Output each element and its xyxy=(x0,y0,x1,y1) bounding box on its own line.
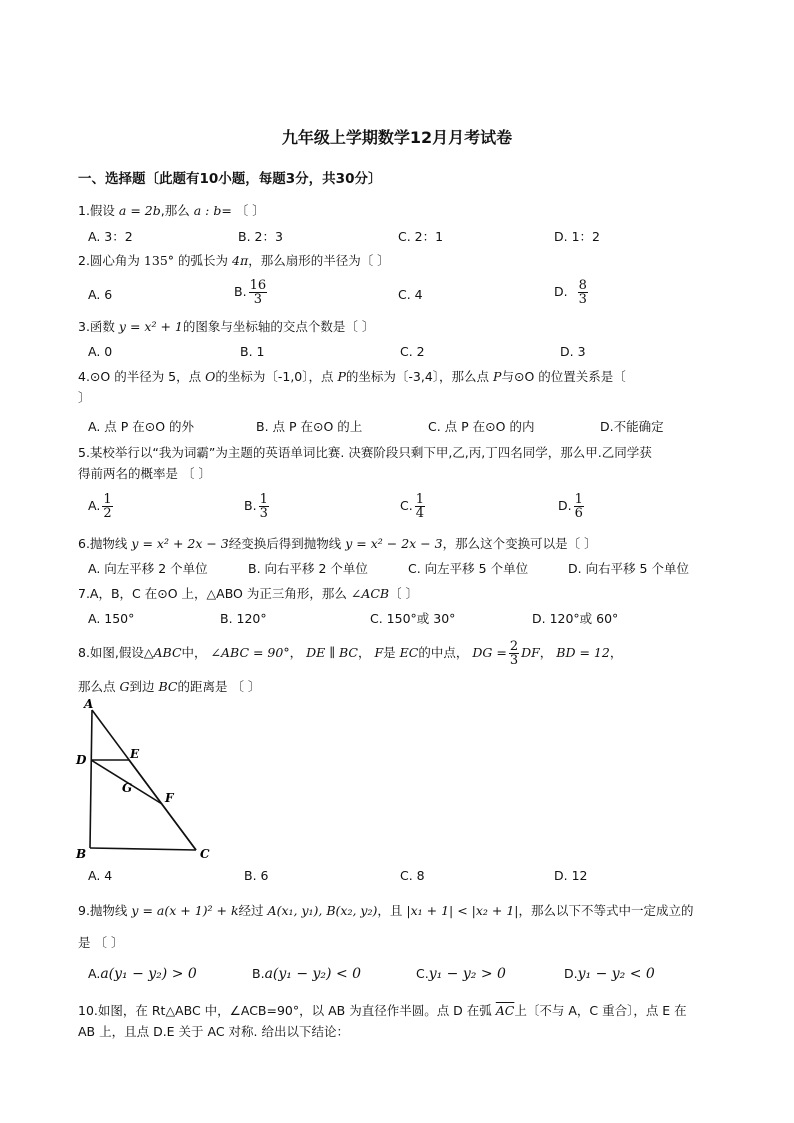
option-b: B. 点 P 在⊙O 的上 xyxy=(256,419,363,434)
option-c: C. 点 P 在⊙O 的内 xyxy=(428,419,535,434)
option-b: B.a(y₁ − y₂) < 0 xyxy=(252,966,362,982)
label-b: B xyxy=(76,847,87,861)
option-b: B. $\frac{1}{3}$ xyxy=(244,492,268,521)
fraction: $\frac{1}{3}$ xyxy=(259,492,268,521)
segment-ab xyxy=(90,710,92,848)
option-a: A.a(y₁ − y₂) > 0 xyxy=(88,966,197,982)
option-c: C. 8 xyxy=(400,868,425,883)
question-4-options xyxy=(88,417,728,441)
segment-bc xyxy=(90,848,196,850)
option-b: B. $\frac{16}{3}$ xyxy=(234,278,267,307)
option-a: A. 3：2 xyxy=(88,229,133,244)
label-d: D xyxy=(76,753,87,767)
option-c: C.y₁ − y₂ > 0 xyxy=(416,966,506,982)
option-b: B. 1 xyxy=(240,344,265,359)
question-9-line-2: 是 〔 〕 xyxy=(78,935,124,950)
question-2-options xyxy=(88,279,728,311)
option-c: C. 2 xyxy=(400,344,425,359)
question-4: 4.⊙O 的半径为 5，点 O的坐标为〔-1,0〕，点 P的坐标为〔-3,4〕，那么点 P与⊙O 的位置关系是〔 〕 xyxy=(78,369,626,405)
fraction: $\frac{16}{3}$ xyxy=(249,278,267,307)
option-a: A. 点 P 在⊙O 的外 xyxy=(88,419,195,434)
fraction: $\frac{1}{6}$ xyxy=(574,492,583,521)
option-d: D. 12 xyxy=(554,868,588,883)
option-c: C. 向左平移 5 个单位 xyxy=(408,561,529,576)
option-d: D. 3 xyxy=(560,344,586,359)
question-3-options xyxy=(88,342,728,366)
question-6: 6.抛物线 y = x² + 2x − 3经变换后得到抛物线 y = x² − 2x − 3，那么这个变换可以是〔 〕 xyxy=(78,536,597,551)
exam-title: 九年级上学期数学12月月考试卷 xyxy=(281,128,513,147)
option-d: D.不能确定 xyxy=(600,419,664,434)
option-a: A. 6 xyxy=(88,287,113,302)
option-c: C. 4 xyxy=(398,287,423,302)
label-a: A xyxy=(84,698,94,711)
question-1-options xyxy=(88,227,728,251)
option-c: C. 2：1 xyxy=(398,229,444,244)
fraction: $\frac{1}{2}$ xyxy=(103,492,112,521)
question-5: 5.某校举行以“我为词霸”为主题的英语单词比赛. 决赛阶段只剩下甲,乙,丙,丁四名同学，那么甲.乙同学获 得前两名的概率是 〔 〕 xyxy=(78,445,652,481)
question-8-options xyxy=(88,866,728,890)
option-d: D.y₁ − y₂ < 0 xyxy=(564,966,655,982)
question-1: 1.假设 a = 2b,那么 a : b= 〔 〕 xyxy=(78,203,265,218)
option-a: A. 0 xyxy=(88,344,113,359)
question-7-options xyxy=(88,609,728,633)
option-d: D. 120°或 60° xyxy=(532,611,619,626)
fraction: $\frac{2}{3}$ xyxy=(509,639,519,668)
segment-ec xyxy=(129,760,196,850)
option-b: B. 120° xyxy=(220,611,267,626)
question-2: 2.圆心角为 135° 的弧长为 4π，那么扇形的半径为〔 〕 xyxy=(78,253,390,268)
option-d: D. 1：2 xyxy=(554,229,600,244)
option-d: D. $\frac{8}{3}$ xyxy=(554,278,587,307)
label-f: F xyxy=(165,791,174,805)
label-e: E xyxy=(130,747,140,761)
question-5-options xyxy=(88,493,728,527)
question-10: 10.如图，在 Rt△ABC 中，∠ACB=90°，以 AB 为直径作半圆。点 D 在弧 $\overline{AC}$上〔不与 A，C 重合〕，点 E 在 AB 上，且点 D.E 关于 AC 对称. 给出以下结论： xyxy=(78,1003,687,1039)
triangle-figure xyxy=(72,698,222,864)
option-a: A. 150° xyxy=(88,611,135,626)
question-8-line-2: 那么点 G到边 BC的距离是 〔 〕 xyxy=(78,679,261,694)
label-g: G xyxy=(122,781,133,795)
question-9: 9.抛物线 y = a(x + 1)² + k经过 A(x₁, y₁), B(x₂, y₂)，且 |x₁ + 1| < |x₂ + 1|，那么以下不等式中一定成立的 xyxy=(78,903,694,918)
option-a: A. $\frac{1}{2}$ xyxy=(88,492,112,521)
option-a: A. 4 xyxy=(88,868,113,883)
option-b: B. 向右平移 2 个单位 xyxy=(248,561,368,576)
label-c: C xyxy=(200,847,210,861)
option-a: A. 向左平移 2 个单位 xyxy=(88,561,208,576)
question-8: 8.如图,假设△ABC中， ∠ABC = 90°， DE ∥ BC， F是 EC的中点， DG = $\frac{2}{3}$ DF， BD = 12， xyxy=(78,639,623,668)
option-d: D. 向右平移 5 个单位 xyxy=(568,561,689,576)
option-b: B. 2：3 xyxy=(238,229,283,244)
question-9-options xyxy=(88,964,728,988)
option-b: B. 6 xyxy=(244,868,269,883)
section-heading: 一、选择题〔此题有10小题，每题3分，共30分〕 xyxy=(78,171,382,187)
fraction: $\frac{1}{4}$ xyxy=(415,492,424,521)
option-c: C. $\frac{1}{4}$ xyxy=(400,492,424,521)
fraction: $\frac{8}{3}$ xyxy=(578,278,587,307)
question-6-options xyxy=(88,559,728,583)
option-c: C. 150°或 30° xyxy=(370,611,456,626)
question-7: 7.A，B，C 在⊙O 上，△ABO 为正三角形，那么 ∠ACB〔 〕 xyxy=(78,586,419,601)
question-3: 3.函数 y = x² + 1的图象与坐标轴的交点个数是〔 〕 xyxy=(78,319,375,334)
option-d: D. $\frac{1}{6}$ xyxy=(558,492,583,521)
